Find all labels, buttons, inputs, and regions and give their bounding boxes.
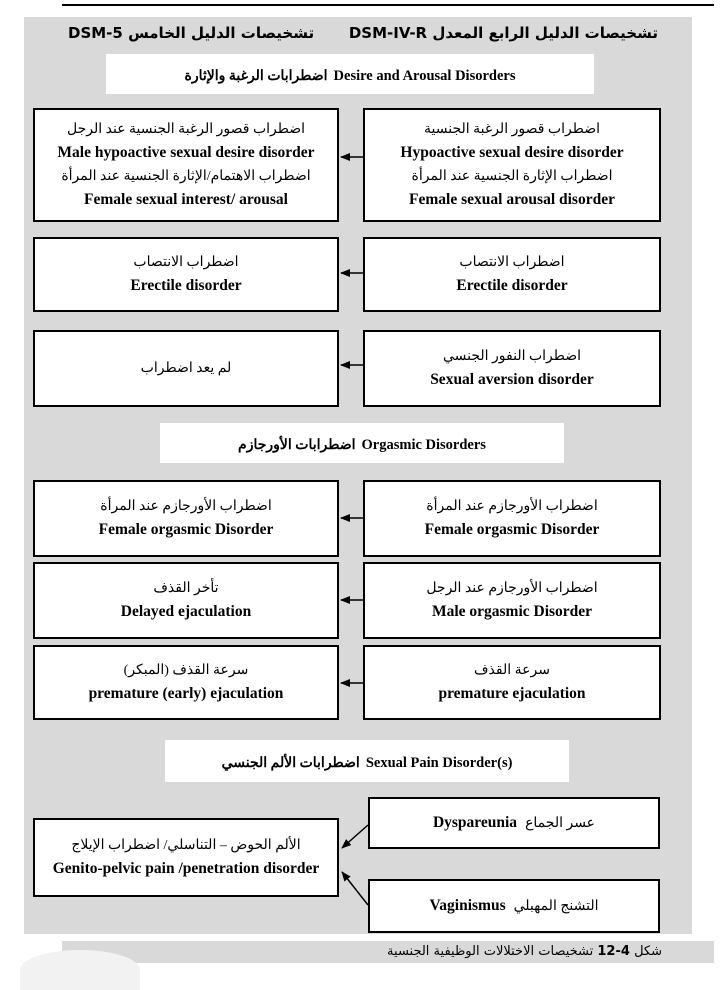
box-ar-text: الألم الحوض – التناسلي/ اضطراب الإيلاج — [71, 838, 301, 854]
page-fold-decoration — [20, 950, 140, 990]
section-pain-en: Sexual Pain Disorder(s) — [365, 755, 513, 772]
box-ar-text: اضطراب الانتصاب — [133, 255, 239, 271]
box-ar-text: اضطراب الأورجازم عند المرأة — [100, 499, 272, 515]
arrow-dyspareunia — [342, 825, 368, 848]
box-en-text: premature (early) ejaculation — [88, 684, 284, 702]
box-ar-text: اضطراب الأورجازم عند الرجل — [426, 581, 598, 597]
box-ar-text: التشنج المهبلي — [513, 899, 599, 915]
box-en-text: Female sexual interest/ arousal — [84, 190, 288, 208]
box-en-text: premature ejaculation — [438, 684, 586, 702]
figure-caption — [62, 944, 662, 959]
box-ar-text: اضطراب الإثارة الجنسية عند المرأة — [411, 169, 613, 184]
box-ar-text: اضطراب الانتصاب — [459, 255, 565, 271]
section-desire-en: Desire and Arousal Disorders — [333, 68, 516, 85]
box-en-text: Vaginismus — [429, 897, 506, 915]
box-ar-text: اضطراب النفور الجنسي — [442, 349, 582, 365]
section-desire-ar: اضطرابات الرغبة والإثارة — [184, 69, 328, 85]
box-ar-text: لم يعد اضطراب — [140, 360, 232, 376]
box-en-text: Genito-pelvic pain /penetration disorder — [52, 859, 320, 877]
section-orgasmic-ar: اضطرابات الأورجازم — [238, 438, 356, 454]
arrow-vaginismus — [342, 872, 368, 905]
dsm5-column-header: تشخيصات الدليل الخامس DSM-5 — [68, 24, 315, 42]
caption-prefix: شكل — [634, 944, 662, 959]
box-ar-text: سرعة القذف (المبكر) — [123, 663, 249, 679]
box-en-text: Erectile disorder — [130, 276, 242, 294]
dsm4-column-header: تشخيصات الدليل الرابع المعدل DSM-IV-R — [348, 24, 658, 42]
box-ar-text: اضطراب الأورجازم عند المرأة — [426, 499, 598, 515]
box-en-text: Female orgasmic Disorder — [98, 520, 274, 538]
box-en-text: Sexual aversion disorder — [430, 370, 594, 388]
section-orgasmic-en: Orgasmic Disorders — [361, 437, 486, 454]
box-ar-text: اضطراب الاهتمام/الإثارة الجنسية عند المرأة — [61, 169, 311, 184]
box-ar-text: اضطراب قصور الرغبة الجنسية — [424, 122, 600, 138]
box-en-text: Male orgasmic Disorder — [431, 602, 593, 620]
box-ar-text: تأخر القذف — [153, 581, 219, 597]
caption-number: 4-12 — [597, 944, 630, 959]
caption-text: تشخيصات الاختلالات الوظيفية الجنسية — [387, 944, 594, 959]
box-en-text: Dyspareunia — [432, 814, 518, 832]
box-en-text: Female orgasmic Disorder — [424, 520, 600, 538]
section-pain-ar: اضطرابات الألم الجنسي — [221, 756, 360, 772]
box-en-text: Female sexual arousal disorder — [409, 190, 615, 208]
box-en-text: Erectile disorder — [456, 276, 568, 294]
box-en-text: Male hypoactive sexual desire disorder — [57, 143, 315, 161]
box-ar-text: عسر الجماع — [525, 816, 596, 832]
box-en-text: Hypoactive sexual desire disorder — [400, 143, 624, 161]
box-ar-text: اضطراب قصور الرغبة الجنسية عند الرجل — [66, 122, 305, 138]
box-en-text: Delayed ejaculation — [120, 602, 252, 620]
box-ar-text: سرعة القذف — [474, 663, 550, 679]
